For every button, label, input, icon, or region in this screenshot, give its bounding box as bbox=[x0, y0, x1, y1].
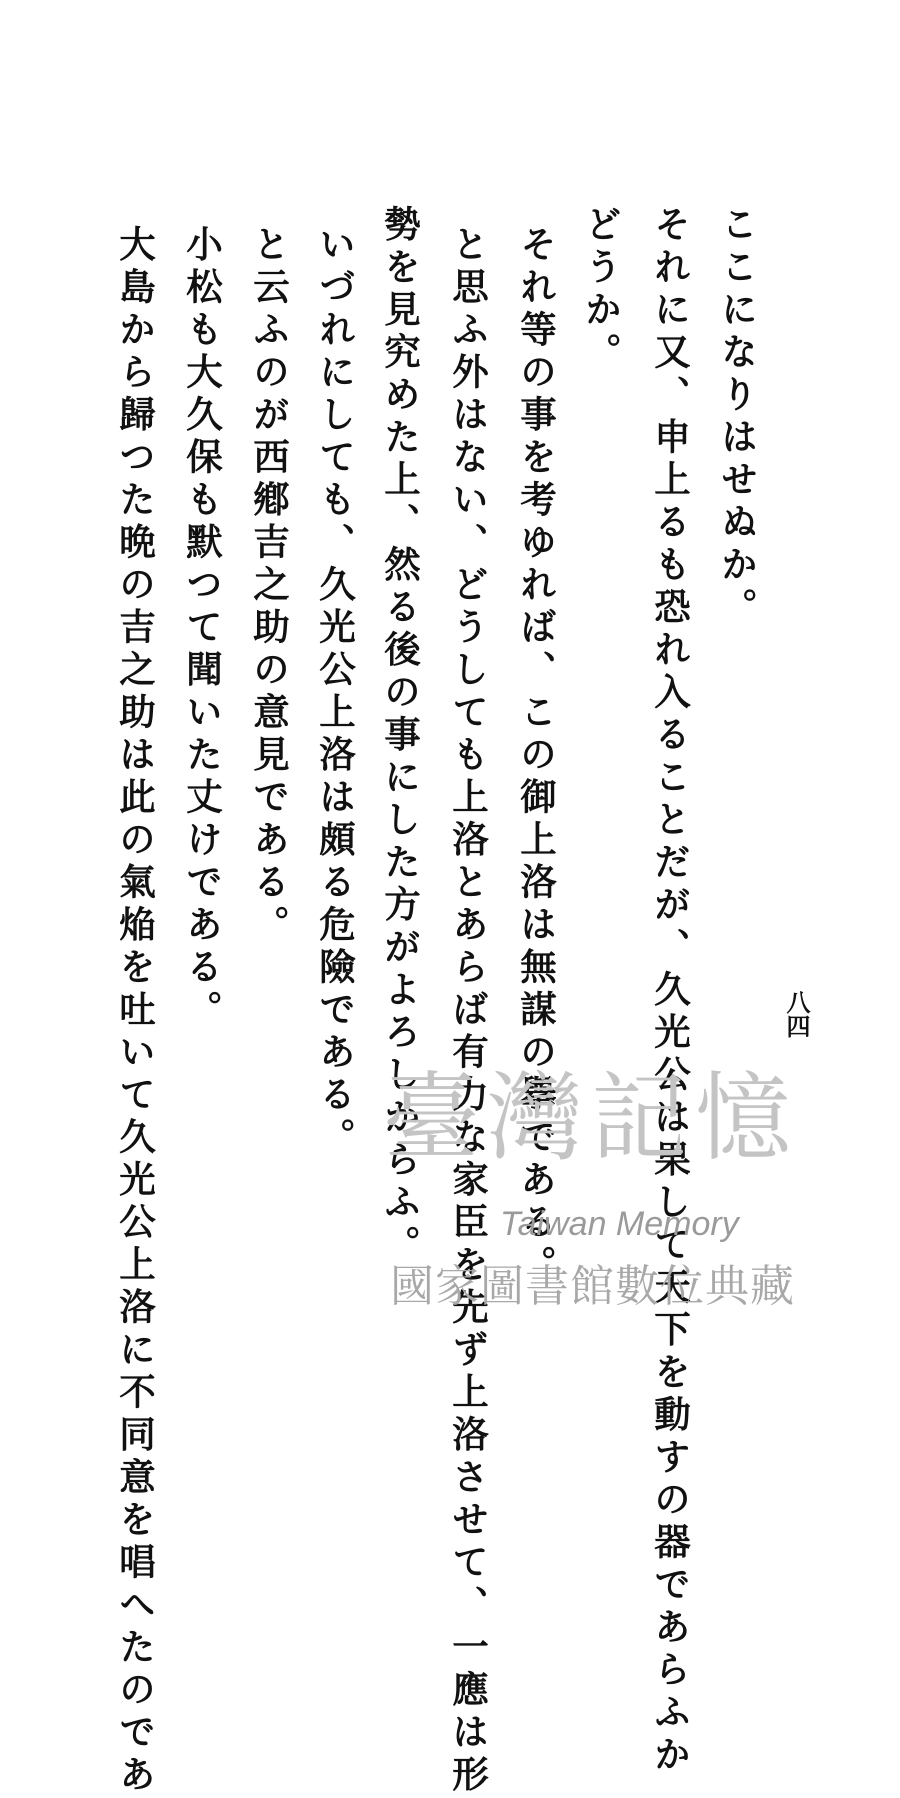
text-column-10: 大島から歸つた晩の吉之助は此の氣焔を吐いて久光公上洛に不同意を唱へたのであ bbox=[113, 225, 157, 1798]
text-column-1: ここになりはせぬか。 bbox=[715, 205, 759, 630]
text-column-5: と思ふ外はない、どうしても上洛とあらば有力な家臣を先ず上洛させて、一應は形 bbox=[446, 225, 490, 1798]
text-column-4: それ等の事を考ゆれば、この御上洛は無謀の擧である。 bbox=[514, 225, 558, 1288]
watermark bbox=[375, 1062, 855, 1312]
text-column-7: いづれにしても、久光公上洛は頗る危險である。 bbox=[313, 225, 357, 1160]
text-column-6: 勢を見究めた上、然る後の事にした方がよろしからふ。 bbox=[378, 205, 422, 1268]
text-column-8: と云ふのが西鄕吉之助の意見である。 bbox=[247, 225, 291, 948]
page-number: 八四 bbox=[782, 990, 811, 1038]
text-column-2: それに又、申上るも恐れ入ることだが、久光公は果して天下を動すの器であらふか bbox=[648, 205, 692, 1778]
text-column-3: どうか。 bbox=[579, 205, 623, 375]
watermark-organization: 國家圖書館數位典藏 bbox=[390, 1261, 795, 1312]
text-column-9: 小松も大久保も默つて聞いた丈けである。 bbox=[180, 225, 224, 1033]
watermark-title: 臺灣記憶 bbox=[383, 1062, 799, 1174]
watermark-subtitle: Taiwan Memory bbox=[500, 1205, 739, 1243]
